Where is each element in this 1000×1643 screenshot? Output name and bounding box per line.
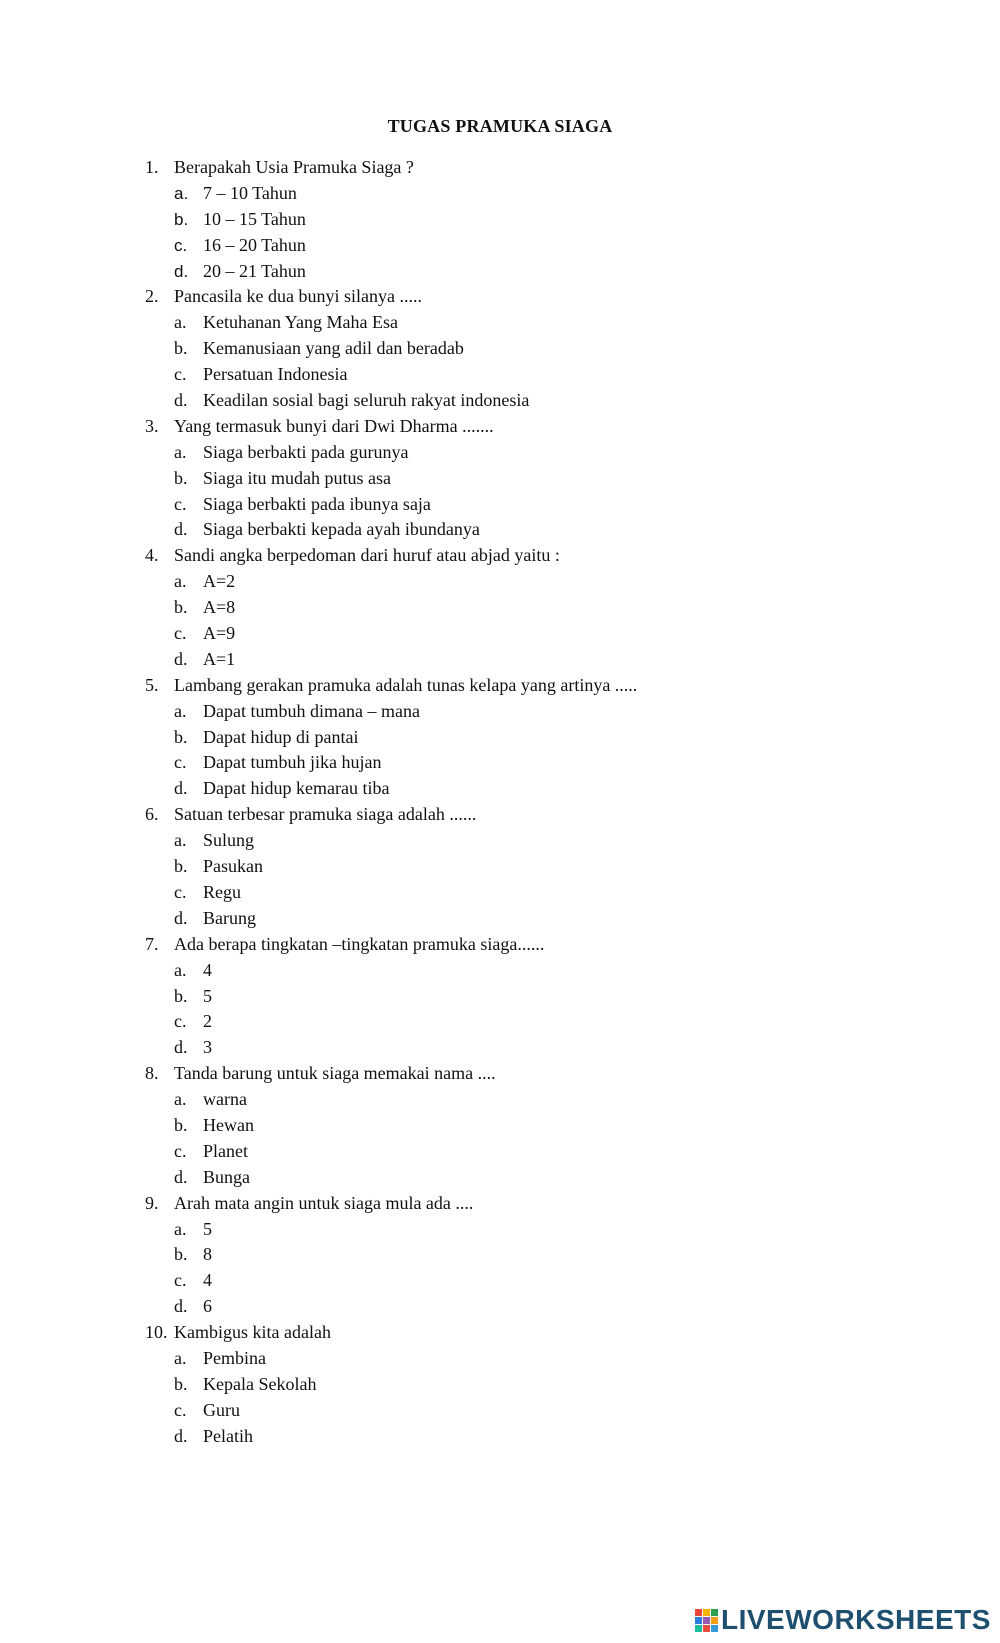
option-text: Barung <box>203 907 256 928</box>
option-item <box>145 595 945 621</box>
question-number: 8. <box>145 1063 159 1084</box>
option-letter: d. <box>174 390 188 411</box>
option-item <box>145 440 945 466</box>
option-letter: c. <box>174 1011 187 1032</box>
option-text: Dapat hidup kemarau tiba <box>203 778 390 799</box>
option-text: Siaga berbakti pada gurunya <box>203 441 409 462</box>
option-letter: c. <box>174 881 187 902</box>
option-letter: a. <box>174 1218 187 1239</box>
question-4 <box>145 543 945 569</box>
option-item <box>145 517 945 543</box>
option-text: 10 – 15 Tahun <box>203 208 306 229</box>
option-item <box>145 1398 945 1424</box>
question-text: Pancasila ke dua bunyi silanya ..... <box>174 286 422 307</box>
option-item <box>145 259 945 285</box>
question-text: Kambigus kita adalah <box>174 1322 331 1343</box>
question-7 <box>145 932 945 958</box>
question-number: 2. <box>145 286 159 307</box>
option-item <box>145 207 945 233</box>
option-letter: c. <box>174 1270 187 1291</box>
option-item <box>145 984 945 1010</box>
option-item <box>145 1268 945 1294</box>
option-letter: c. <box>174 1140 187 1161</box>
question-10 <box>145 1320 945 1346</box>
option-text: 8 <box>203 1244 212 1265</box>
option-text: Hewan <box>203 1114 254 1135</box>
option-item <box>145 776 945 802</box>
option-item <box>145 1424 945 1450</box>
option-text: A=1 <box>203 648 236 669</box>
option-text: 2 <box>203 1011 212 1032</box>
option-text: Pasukan <box>203 856 263 877</box>
question-number: 1. <box>145 157 159 177</box>
option-item <box>145 388 945 414</box>
question-number: 6. <box>145 804 159 825</box>
option-text: 7 – 10 Tahun <box>203 182 297 203</box>
option-letter: d. <box>174 1425 188 1446</box>
option-letter: a. <box>174 571 187 592</box>
option-item <box>145 854 945 880</box>
logo-grid-icon <box>695 1609 718 1632</box>
option-letter: c. <box>174 623 187 644</box>
option-text: 3 <box>203 1037 212 1058</box>
option-item <box>145 1009 945 1035</box>
question-number: 5. <box>145 674 159 695</box>
option-letter: b. <box>174 338 188 359</box>
question-text: Sandi angka berpedoman dari huruf atau abjad yaitu : <box>174 545 560 566</box>
option-text: Siaga berbakti kepada ayah ibundanya <box>203 519 480 540</box>
option-item <box>145 906 945 932</box>
option-letter: a. <box>174 700 187 721</box>
option-letter: b. <box>174 209 189 229</box>
option-letter: d. <box>174 519 188 540</box>
option-letter: d. <box>174 648 188 669</box>
option-letter: a. <box>174 830 187 851</box>
option-text: Guru <box>203 1399 240 1420</box>
option-letter: c. <box>174 235 188 255</box>
question-5 <box>145 673 945 699</box>
option-item <box>145 181 945 207</box>
option-text: 4 <box>203 959 212 980</box>
option-item <box>145 233 945 259</box>
option-text: A=2 <box>203 571 236 592</box>
question-1 <box>145 155 945 181</box>
option-item <box>145 1217 945 1243</box>
option-letter: c. <box>174 752 187 773</box>
option-letter: c. <box>174 1399 187 1420</box>
option-item <box>145 880 945 906</box>
question-3 <box>145 414 945 440</box>
option-item <box>145 1242 945 1268</box>
option-item <box>145 958 945 984</box>
question-2 <box>145 284 945 310</box>
option-letter: b. <box>174 985 188 1006</box>
question-9 <box>145 1191 945 1217</box>
question-text: Yang termasuk bunyi dari Dwi Dharma ....... <box>174 415 494 436</box>
logo-square <box>711 1609 718 1616</box>
question-text: Berapakah Usia Pramuka Siaga ? <box>174 157 414 177</box>
option-item <box>145 310 945 336</box>
option-letter: b. <box>174 856 188 877</box>
question-text: Tanda barung untuk siaga memakai nama .... <box>174 1063 496 1084</box>
logo-square <box>711 1617 718 1624</box>
logo-square <box>711 1625 718 1632</box>
option-item <box>145 750 945 776</box>
logo-square <box>703 1625 710 1632</box>
option-letter: d. <box>174 907 188 928</box>
option-text: warna <box>203 1089 247 1110</box>
option-letter: a. <box>174 959 187 980</box>
option-text: Kepala Sekolah <box>203 1373 317 1394</box>
question-6 <box>145 802 945 828</box>
option-item <box>145 1139 945 1165</box>
option-letter: b. <box>174 1244 188 1265</box>
option-text: 16 – 20 Tahun <box>203 234 306 255</box>
brand-name: LIVEWORKSHEETS <box>721 1604 991 1635</box>
option-text: 20 – 21 Tahun <box>203 260 306 281</box>
option-text: A=9 <box>203 623 236 644</box>
option-letter: a. <box>174 312 187 333</box>
option-text: A=8 <box>203 597 236 618</box>
option-letter: b. <box>174 1114 188 1135</box>
option-text: Kemanusiaan yang adil dan beradab <box>203 338 464 359</box>
option-text: 5 <box>203 1218 212 1239</box>
option-text: 6 <box>203 1296 212 1317</box>
question-text: Lambang gerakan pramuka adalah tunas kelapa yang artinya ..... <box>174 674 638 695</box>
option-text: Dapat tumbuh jika hujan <box>203 752 382 773</box>
option-text: Bunga <box>203 1166 250 1187</box>
option-letter: c. <box>174 364 187 385</box>
option-letter: b. <box>174 597 188 618</box>
option-letter: a. <box>174 1347 187 1368</box>
option-item <box>145 1035 945 1061</box>
option-item <box>145 1087 945 1113</box>
page-title: TUGAS PRAMUKA SIAGA <box>387 116 613 136</box>
option-text: Dapat tumbuh dimana – mana <box>203 700 420 721</box>
option-letter: d. <box>174 261 189 281</box>
option-text: 5 <box>203 985 212 1006</box>
option-item <box>145 699 945 725</box>
option-text: Regu <box>203 881 241 902</box>
option-text: Pembina <box>203 1347 266 1368</box>
option-letter: a. <box>174 441 187 462</box>
option-text: 4 <box>203 1270 212 1291</box>
option-letter: a. <box>174 183 189 203</box>
option-letter: a. <box>174 1089 187 1110</box>
logo-square <box>695 1625 702 1632</box>
option-letter: d. <box>174 1296 188 1317</box>
option-letter: b. <box>174 1373 188 1394</box>
option-item <box>145 725 945 751</box>
option-item <box>145 1372 945 1398</box>
option-text: Persatuan Indonesia <box>203 364 348 385</box>
question-number: 4. <box>145 545 159 566</box>
option-item <box>145 1346 945 1372</box>
option-item <box>145 647 945 673</box>
option-letter: b. <box>174 726 188 747</box>
question-number: 7. <box>145 933 159 954</box>
liveworksheets-logo <box>695 1605 991 1635</box>
question-number: 3. <box>145 415 159 436</box>
logo-square <box>695 1609 702 1616</box>
option-text: Siaga berbakti pada ibunya saja <box>203 493 431 514</box>
logo-square <box>695 1617 702 1624</box>
option-item <box>145 1165 945 1191</box>
option-item <box>145 466 945 492</box>
option-text: Pelatih <box>203 1425 253 1446</box>
question-number: 10. <box>145 1322 168 1343</box>
option-letter: b. <box>174 467 188 488</box>
logo-square <box>703 1617 710 1624</box>
option-item <box>145 362 945 388</box>
option-item <box>145 336 945 362</box>
question-number: 9. <box>145 1192 159 1213</box>
option-item <box>145 621 945 647</box>
quiz-list <box>145 155 945 1450</box>
option-item <box>145 828 945 854</box>
question-8 <box>145 1061 945 1087</box>
option-text: Ketuhanan Yang Maha Esa <box>203 312 398 333</box>
option-letter: d. <box>174 1037 188 1058</box>
question-text: Arah mata angin untuk siaga mula ada .... <box>174 1192 474 1213</box>
option-item <box>145 569 945 595</box>
option-item <box>145 492 945 518</box>
question-text: Ada berapa tingkatan –tingkatan pramuka siaga...... <box>174 933 545 954</box>
option-text: Sulung <box>203 830 255 851</box>
option-text: Dapat hidup di pantai <box>203 726 359 747</box>
option-text: Planet <box>203 1140 248 1161</box>
option-text: Keadilan sosial bagi seluruh rakyat indonesia <box>203 390 530 411</box>
option-item <box>145 1113 945 1139</box>
option-letter: d. <box>174 1166 188 1187</box>
question-text: Satuan terbesar pramuka siaga adalah ...... <box>174 804 477 825</box>
option-item <box>145 1294 945 1320</box>
option-letter: c. <box>174 493 187 514</box>
logo-square <box>703 1609 710 1616</box>
option-letter: d. <box>174 778 188 799</box>
option-text: Siaga itu mudah putus asa <box>203 467 391 488</box>
